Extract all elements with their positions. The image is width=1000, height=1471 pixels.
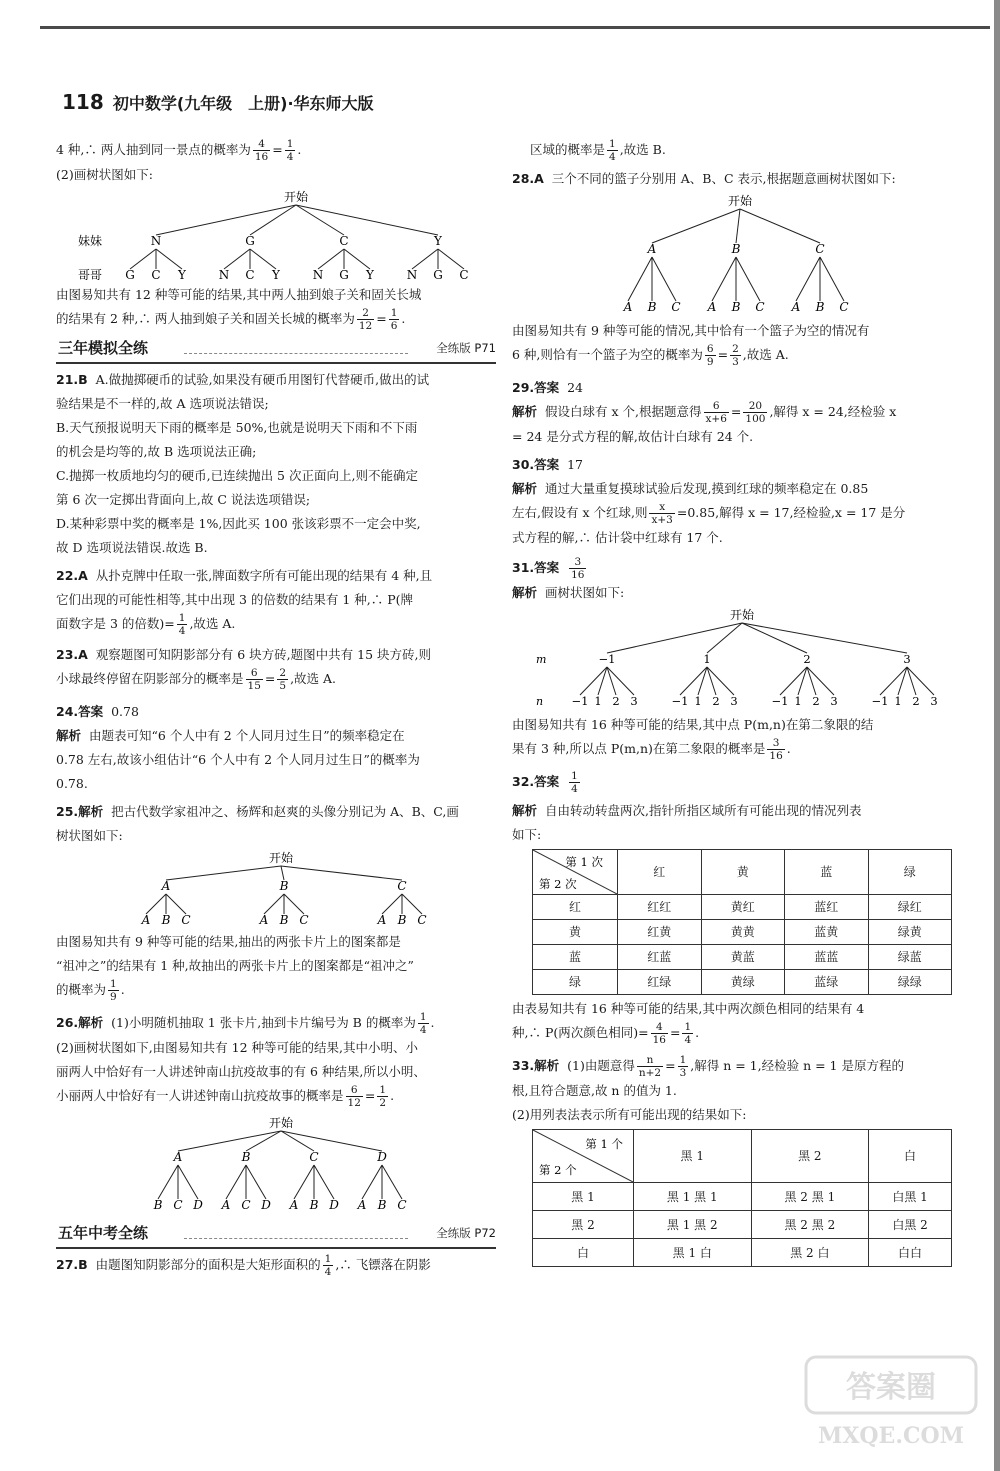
tree-branch xyxy=(412,249,438,269)
tree-leaf: −1 xyxy=(671,694,689,708)
fraction: $\frac{1}{4}$ xyxy=(571,770,578,795)
tree-leaf: B xyxy=(161,913,171,927)
text-line: 小球最终停留在阴影部分的概率是 $\frac{6}{15}$ = $\frac{2}{5}$ ,故选 A. xyxy=(56,667,337,692)
watermark xyxy=(796,1353,986,1457)
table-row: 黑 1 黑 1 黑 1 黑 2 黑 1 白黑 1 xyxy=(533,1183,952,1211)
tree-diagram-28 xyxy=(512,191,952,319)
text-line: 第 6 次一定掷出背面向上,故 C 说法选项错误; xyxy=(56,492,311,507)
table-header: 黑 2 xyxy=(751,1130,869,1183)
tree-leaf: G xyxy=(339,268,349,282)
tree-branch xyxy=(402,894,422,914)
tree-branch xyxy=(224,249,250,269)
tree-leaf: A xyxy=(221,1198,231,1212)
fraction: $\frac{1}{4}$ xyxy=(178,612,186,637)
tree-diagram-1 xyxy=(56,187,496,283)
text-line: 解析 画树状图如下: xyxy=(512,585,625,600)
question-21: 21.B A.做抛掷硬币的试验,如果没有硬币用图钉代替硬币,做出的试 xyxy=(56,372,430,387)
table-header: 蓝 xyxy=(785,850,869,895)
tree-branch xyxy=(284,894,304,914)
question-24: 24.答案 0.78 xyxy=(56,704,139,719)
tree-leaf: 2 xyxy=(912,694,920,708)
tree-branch xyxy=(178,1165,198,1199)
tree-leaf: B xyxy=(815,300,825,314)
tree-leaf: G xyxy=(433,268,443,282)
tree-branch xyxy=(736,257,760,301)
tree-leaf: C xyxy=(459,268,469,282)
text-line: C.抛掷一枚质地均匀的硬币,已连续抛出 5 次正面向上,则不能确定 xyxy=(56,468,418,483)
text-line: 根,且符合题意,故 n 的值为 1. xyxy=(512,1083,677,1098)
text-line: 的机会是均等的,故 B 选项说法正确; xyxy=(56,444,257,459)
tree-branch xyxy=(318,249,344,269)
text-line: 式方程的解,∴ 估计袋中红球有 17 个. xyxy=(512,530,723,545)
tree-leaf: A xyxy=(259,913,269,927)
tree-leaf: C xyxy=(173,1198,183,1212)
tree-root: 开始 xyxy=(727,194,753,208)
fraction: $\frac{x}{x+3}$ xyxy=(651,501,673,526)
fraction: $\frac{6}{12}$ xyxy=(347,1084,361,1109)
tree-leaf: B xyxy=(279,913,289,927)
table-header: 黑 1 xyxy=(634,1130,752,1183)
tree-leaf: 1 xyxy=(894,694,902,708)
tree-leaf: G xyxy=(125,268,135,282)
right-column xyxy=(512,138,952,1269)
tree-row-label: 哥哥 xyxy=(78,268,103,282)
tree-branch xyxy=(156,249,182,269)
section-header xyxy=(56,1223,496,1249)
tree-branch xyxy=(281,866,284,880)
text-line: 解析 自由转动转盘两次,指针所指区域所有可能出现的情况列表 xyxy=(512,803,862,818)
fraction: $\frac{2}{12}$ xyxy=(358,307,373,332)
tree-leaf: N xyxy=(218,268,230,282)
tree-branch xyxy=(628,257,652,301)
tree-branch xyxy=(740,209,820,243)
tree-branch xyxy=(281,866,402,880)
tree-leaf: A xyxy=(357,1198,367,1212)
tree-leaf: A xyxy=(377,913,387,927)
tree-branch xyxy=(158,1165,178,1199)
tree-branch xyxy=(607,623,742,653)
probability-table-32 xyxy=(532,849,952,995)
tree-branch xyxy=(226,1165,246,1199)
tree-leaf: 1 xyxy=(694,694,702,708)
tree-branch xyxy=(246,1165,266,1199)
tree-leaf: 2 xyxy=(712,694,720,708)
text-line: 左右,假设有 x 个红球,则 $\frac{x}{x+3}$ =0.85,解得 x = 17,经检验,x = 17 是分 xyxy=(512,501,906,526)
fraction: $\frac{2}{5}$ xyxy=(279,667,287,692)
tree-leaf: N xyxy=(312,268,324,282)
tree-branch xyxy=(820,257,844,301)
text-line: = 24 是分式方程的解,故估计白球有 24 个. xyxy=(512,429,754,444)
table-header: 白 xyxy=(869,1130,952,1183)
tree-diagram-26 xyxy=(56,1109,496,1217)
tree-branch xyxy=(742,623,807,653)
tree-branch xyxy=(281,1131,382,1151)
table-corner xyxy=(533,850,618,895)
tree-leaf: B xyxy=(153,1198,163,1212)
tree-branch xyxy=(796,257,820,301)
tree-leaf: D xyxy=(329,1198,339,1212)
tree-leaf: 3 xyxy=(630,694,638,708)
text-line: 的概率为 $\frac{1}{9}$ . xyxy=(56,978,125,1003)
left-column xyxy=(56,138,496,1278)
tree-leaf: C xyxy=(671,300,681,314)
text-line: 解析 假设白球有 x 个,根据题意得 $\frac{6}{x+6}$ = $\frac{20}{100}$ ,解得 x = 24,经检验 x xyxy=(512,400,897,425)
tree-root: 开始 xyxy=(729,608,755,622)
section-title: 三年模拟全练 xyxy=(58,339,149,357)
tree-root: 开始 xyxy=(268,1116,294,1130)
tree-branch xyxy=(362,1165,382,1199)
tree-branch xyxy=(438,249,464,269)
question-28: 28.A 三个不同的篮子分别用 A、B、C 表示,根据题意画树状图如下: xyxy=(512,171,896,186)
tree-diagram-31 xyxy=(512,605,952,713)
table-row: 红 红红 黄红 蓝红 绿红 xyxy=(533,895,952,920)
tree-leaf: A xyxy=(289,1198,299,1212)
tree-branch xyxy=(264,894,284,914)
tree-leaf: N xyxy=(406,268,418,282)
book-title: 初中数学(九年级 上册)·华东师大版 xyxy=(112,94,374,113)
tree-diagram-25 xyxy=(56,848,496,930)
tree-branch xyxy=(146,894,166,914)
question-29: 29.答案 24 xyxy=(512,380,584,395)
text-line: 的结果有 2 种,∴ 两人抽到娘子关和固关长城的概率为 $\frac{2}{12}$ = $\frac{1}{6}$ . xyxy=(56,307,406,332)
table-row: 白 黑 1 白 黑 2 白 白白 xyxy=(533,1239,952,1267)
tree-branch xyxy=(156,205,296,235)
text-line: 区域的概率是 $\frac{1}{4}$ ,故选 B. xyxy=(530,138,666,163)
text-line: 树状图如下: xyxy=(56,828,123,843)
table-row: 黄 红黄 黄黄 蓝黄 绿黄 xyxy=(533,920,952,945)
text-line: 解析 通过大量重复摸球试验后发现,摸到红球的频率稳定在 0.85 xyxy=(512,481,869,496)
svg-text:第 1 个: 第 1 个 xyxy=(585,1137,623,1151)
watermark-text: MXQE.COM xyxy=(817,1423,965,1449)
tree-leaf: −1 xyxy=(571,694,589,708)
text-line: 0.78 左右,故该小组估计“6 个人中有 2 个人同月过生日”的概率为 xyxy=(56,752,420,767)
question-33: 33.解析 (1)由题意得 $\frac{n}{n+2}$ = $\frac{1}{3}$ ,解得 n = 1,经检验 n = 1 是原方程的 xyxy=(512,1054,904,1079)
tree-leaf: 3 xyxy=(930,694,938,708)
text-line: 验结果是不一样的,故 A 选项说法错误; xyxy=(56,396,269,411)
section-divider xyxy=(184,1238,408,1239)
tree-leaf: Y xyxy=(366,268,374,282)
text-line: B.天气预报说明天下雨的概率是 50%,也就是说明天下雨和不下雨 xyxy=(56,420,418,435)
tree-leaf: D xyxy=(261,1198,271,1212)
tree-leaf: D xyxy=(193,1198,203,1212)
fraction: $\frac{1}{4}$ xyxy=(684,1021,692,1046)
fraction: $\frac{4}{16}$ xyxy=(254,138,269,163)
text-line: 0.78. xyxy=(56,776,88,791)
tree-leaf: 3 xyxy=(830,694,838,708)
tree-branch xyxy=(736,209,740,243)
tree-node: D xyxy=(377,1150,387,1164)
fraction: $\frac{1}{4}$ xyxy=(419,1011,427,1036)
watermark-logo: 答案圈 xyxy=(846,1370,936,1405)
section-title: 五年中考全练 xyxy=(58,1224,149,1242)
fraction: $\frac{3}{16}$ xyxy=(571,556,585,581)
page-number: 118 xyxy=(62,90,104,114)
tree-branch xyxy=(712,257,736,301)
text-line: 由图易知共有 12 种等可能的结果,其中两人抽到娘子关和固关长城 xyxy=(56,287,422,302)
tree-leaf: C xyxy=(151,268,161,282)
text-line: 6 种,则恰有一个篮子为空的概率为 $\frac{6}{9}$ = $\frac{2}{3}$ ,故选 A. xyxy=(512,343,789,368)
tree-row-label: m xyxy=(536,653,547,666)
table-header: 红 xyxy=(618,850,702,895)
tree-leaf: A xyxy=(623,300,633,314)
tree-root: 开始 xyxy=(283,190,309,204)
tree-node: C xyxy=(397,879,407,893)
fraction: $\frac{3}{16}$ xyxy=(769,737,783,762)
text-line: 果有 3 种,所以点 P(m,n)在第二象限的概率是 $\frac{3}{16}$ . xyxy=(512,737,791,762)
tree-leaf: C xyxy=(245,268,255,282)
tree-leaf: Y xyxy=(272,268,280,282)
tree-node: B xyxy=(279,879,289,893)
tree-leaf: B xyxy=(731,300,741,314)
tree-branch xyxy=(166,866,281,880)
question-23: 23.A 观察题图可知阴影部分有 6 块方砖,题图中共有 15 块方砖,则 xyxy=(56,647,431,662)
tree-branch xyxy=(250,249,276,269)
tree-node: Y xyxy=(434,234,442,248)
page-header xyxy=(62,90,374,114)
table-header: 绿 xyxy=(868,850,952,895)
fraction: $\frac{1}{2}$ xyxy=(379,1084,387,1109)
tree-node: 2 xyxy=(803,652,811,666)
table-header: 黄 xyxy=(701,850,785,895)
fraction: $\frac{1}{6}$ xyxy=(390,307,398,332)
svg-text:第 2 个: 第 2 个 xyxy=(539,1163,577,1177)
tree-leaf: A xyxy=(141,913,151,927)
tree-branch xyxy=(296,205,344,235)
fraction: $\frac{6}{9}$ xyxy=(706,343,714,368)
question-27: 27.B 由题图知阴影部分的面积是大矩形面积的 $\frac{1}{4}$ ,∴ 飞镖落在阴影 xyxy=(56,1253,431,1278)
text-line: 故 D 选项说法错误.故选 B. xyxy=(56,540,208,555)
fraction: $\frac{n}{n+2}$ xyxy=(638,1054,662,1079)
fraction: $\frac{1}{9}$ xyxy=(110,978,117,1003)
tree-leaf: −1 xyxy=(771,694,789,708)
tree-node: C xyxy=(339,234,349,248)
text-line: 解析 由题表可知“6 个人中有 2 个人同月过生日”的频率稳定在 xyxy=(56,728,405,743)
tree-leaf: Y xyxy=(178,268,186,282)
section-divider xyxy=(184,353,408,354)
question-25: 25.解析 把古代数学家祖冲之、杨辉和赵爽的头像分别记为 A、B、C,画 xyxy=(56,804,459,819)
svg-text:第 2 次: 第 2 次 xyxy=(539,877,577,891)
tree-leaf: −1 xyxy=(871,694,889,708)
text-line: 由图易知共有 16 种等可能的结果,其中点 P(m,n)在第二象限的结 xyxy=(512,717,874,732)
fraction: $\frac{20}{100}$ xyxy=(745,400,766,425)
tree-leaf: B xyxy=(397,913,407,927)
table-row: 绿 红绿 黄绿 蓝绿 绿绿 xyxy=(533,970,952,995)
tree-leaf: B xyxy=(309,1198,319,1212)
tree-row-label: n xyxy=(536,695,544,708)
fraction: $\frac{6}{x+6}$ xyxy=(705,400,727,425)
tree-node: A xyxy=(647,242,657,256)
tree-leaf: 2 xyxy=(812,694,820,708)
svg-text:第 1 次: 第 1 次 xyxy=(565,855,603,869)
tree-leaf: C xyxy=(241,1198,251,1212)
fraction: $\frac{1}{4}$ xyxy=(286,138,294,163)
tree-branch xyxy=(382,1165,402,1199)
tree-leaf: A xyxy=(791,300,801,314)
fraction: $\frac{2}{3}$ xyxy=(732,343,739,368)
tree-branch xyxy=(130,249,156,269)
fraction: $\frac{6}{15}$ xyxy=(247,667,261,692)
tree-leaf: C xyxy=(417,913,427,927)
tree-node: 3 xyxy=(903,652,911,666)
text-line: (2)画树状图如下,由图易知共有 12 种等可能的结果,其中小明、小 xyxy=(56,1040,419,1055)
tree-node: C xyxy=(309,1150,319,1164)
text-line: 小丽两人中恰好有一人讲述钟南山抗疫故事的概率是 $\frac{6}{12}$ = $\frac{1}{2}$ . xyxy=(56,1084,395,1109)
tree-node: B xyxy=(731,242,741,256)
fraction: $\frac{1}{3}$ xyxy=(679,1054,687,1079)
text-line: 丽两人中恰好有一人讲述钟南山抗疫故事的有 6 种结果,所以小明、 xyxy=(56,1064,426,1079)
text-line: 由图易知共有 9 种等可能的结果,抽出的两张卡片上的图案都是 xyxy=(56,934,401,949)
tree-branch xyxy=(296,205,438,235)
probability-table-33 xyxy=(532,1129,952,1267)
tree-branch xyxy=(166,894,186,914)
text-line: 如下: xyxy=(512,827,542,842)
text-line: 种,∴ P(两次颜色相同)= $\frac{4}{16}$ = $\frac{1}{4}$ . xyxy=(512,1021,700,1046)
tree-node: N xyxy=(150,234,162,248)
text-line: 由表易知共有 16 种等可能的结果,其中两次颜色相同的结果有 4 xyxy=(512,1001,865,1016)
question-22: 22.A 从扑克牌中任取一张,牌面数字所有可能出现的结果有 4 种,且 xyxy=(56,568,433,583)
tree-node: C xyxy=(815,242,825,256)
text-line: 由图易知共有 9 种等可能的情况,其中恰有一个篮子为空的情况有 xyxy=(512,323,870,338)
tree-leaf: B xyxy=(647,300,657,314)
question-32: 32.答案 $\frac{1}{4}$ xyxy=(512,770,578,795)
section-ref: 全练版 P72 xyxy=(436,1226,496,1240)
tree-leaf: 2 xyxy=(612,694,620,708)
tree-branch xyxy=(344,249,370,269)
tree-row-label: 妹妹 xyxy=(78,234,103,248)
tree-node: 1 xyxy=(703,652,711,666)
tree-branch xyxy=(314,1165,334,1199)
fraction: $\frac{1}{4}$ xyxy=(609,138,616,163)
tree-branch xyxy=(294,1165,314,1199)
tree-branch xyxy=(652,209,740,243)
tree-leaf: A xyxy=(707,300,717,314)
text-line: 面数字是 3 的倍数)= $\frac{1}{4}$ ,故选 A. xyxy=(56,612,236,637)
tree-branch xyxy=(178,1131,281,1151)
question-31: 31.答案 $\frac{3}{16}$ xyxy=(512,556,585,581)
tree-branch xyxy=(707,623,742,653)
page-edge xyxy=(994,0,1000,1471)
tree-leaf: B xyxy=(377,1198,387,1212)
tree-node: A xyxy=(161,879,171,893)
tree-leaf: 1 xyxy=(794,694,802,708)
text-line: “祖冲之”的结果有 1 种,故抽出的两张卡片上的图案都是“祖冲之” xyxy=(56,958,414,973)
text-line: (2)画树状图如下: xyxy=(56,167,153,182)
tree-node: G xyxy=(245,234,255,248)
tree-node: A xyxy=(173,1150,183,1164)
text-line: (2)用列表法表示所有可能出现的结果如下: xyxy=(512,1107,747,1122)
tree-leaf: C xyxy=(755,300,765,314)
table-row: 蓝 红蓝 黄蓝 蓝蓝 绿蓝 xyxy=(533,945,952,970)
top-rule xyxy=(40,26,990,29)
tree-leaf: C xyxy=(397,1198,407,1212)
tree-leaf: 1 xyxy=(594,694,602,708)
table-corner xyxy=(533,1130,634,1183)
tree-leaf: 3 xyxy=(730,694,738,708)
tree-branch xyxy=(652,257,676,301)
tree-leaf: C xyxy=(839,300,849,314)
tree-leaf: C xyxy=(299,913,309,927)
tree-branch xyxy=(382,894,402,914)
tree-node: −1 xyxy=(598,652,616,666)
section-ref: 全练版 P71 xyxy=(436,341,496,355)
fraction: $\frac{1}{4}$ xyxy=(324,1253,332,1278)
section-header xyxy=(56,338,496,364)
tree-branch xyxy=(742,623,907,653)
fraction: $\frac{4}{16}$ xyxy=(652,1021,666,1046)
tree-leaf: C xyxy=(181,913,191,927)
text-line: D.某种彩票中奖的概率是 1%,因此买 100 张该彩票不一定会中奖, xyxy=(56,516,421,531)
question-26: 26.解析 (1)小明随机抽取 1 张卡片,抽到卡片编号为 B 的概率为 $\frac{1}{4}$ . xyxy=(56,1011,435,1036)
table-row: 黑 2 黑 1 黑 2 黑 2 黑 2 白黑 2 xyxy=(533,1211,952,1239)
intro-line: 4 种,∴ 两人抽到同一景点的概率为 $\frac{4}{16}$ = $\frac{1}{4}$ . xyxy=(56,138,302,163)
question-30: 30.答案 17 xyxy=(512,457,584,472)
tree-node: B xyxy=(241,1150,251,1164)
text-line: 它们出现的可能性相等,其中出现 3 的倍数的结果有 1 种,∴ P(牌 xyxy=(56,592,414,607)
tree-root: 开始 xyxy=(268,851,294,865)
